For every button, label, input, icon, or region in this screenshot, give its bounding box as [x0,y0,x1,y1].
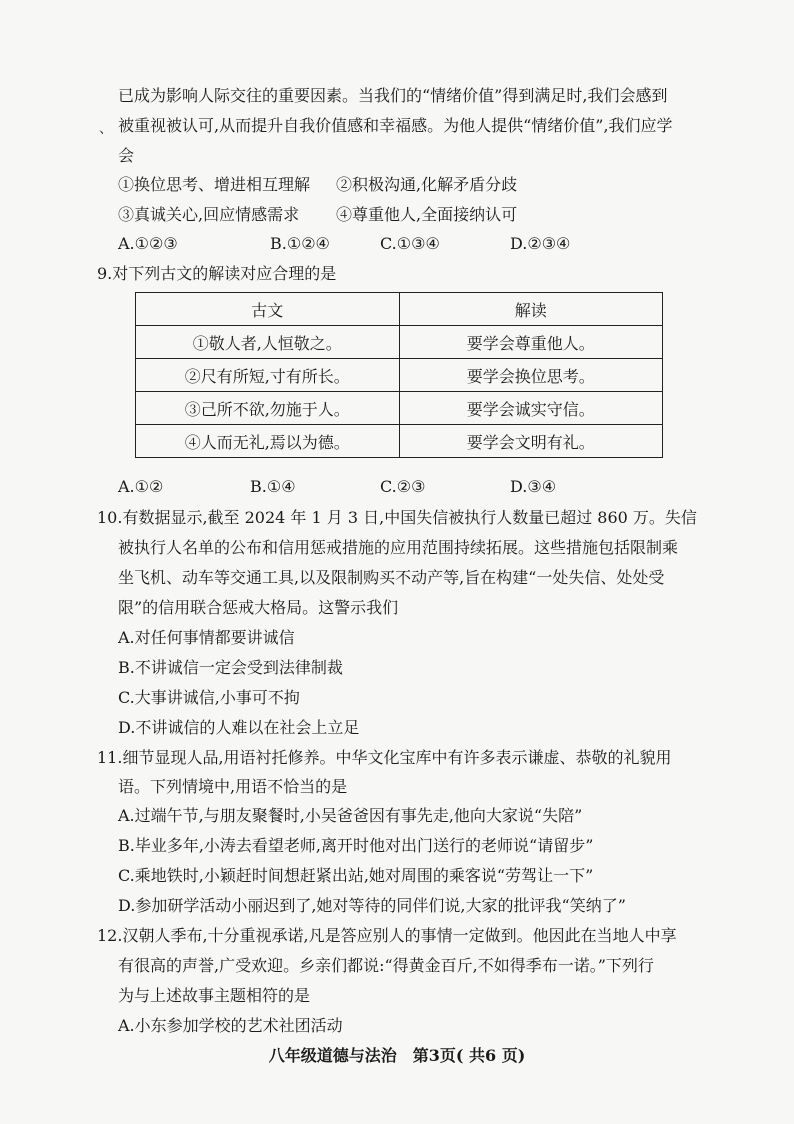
table-row [136,359,663,392]
q10-option-b[interactable]: B.不讲诚信一定会受到法律制裁 [118,658,343,677]
q11-option-b[interactable]: B.毕业多年,小涛去看望老师,离开时他对出门送行的老师说“请留步” [118,836,594,855]
q12-option-a[interactable]: A.小东参加学校的艺术社团活动 [118,1016,343,1035]
table-header-interpretation: 解读 [399,293,663,326]
q11-option-c[interactable]: C.乘地铁时,小颖赶时间想赶紧出站,她对周围的乘客说“劳驾让一下” [118,866,594,885]
q10-stem-line: 10.有数据显示,截至 2024 年 1 月 3 日,中国失信被执行人数量已超过 860 万。失信 [97,508,697,527]
q11-option-d[interactable]: D.参加研学活动小丽迟到了,她对等待的同伴们说,大家的批评我“笑纳了” [118,896,626,915]
interpretation: 要学会诚实守信。 [399,392,663,425]
q10-option-c[interactable]: C.大事讲诚信,小事可不拘 [118,688,300,707]
q9-option-a[interactable]: A.①② [118,477,164,496]
table-row [136,392,663,425]
q8-stem-line: 会 [118,146,135,165]
q8-item-4: ④尊重他人,全面接纳认可 [336,205,518,224]
q9-stem: 9.对下列古文的解读对应合理的是 [97,264,337,283]
ancient-text: ②尺有所短,寸有所长。 [136,359,400,392]
ancient-text: ③己所不欲,勿施于人。 [136,392,400,425]
q10-stem-line: 限”的信用联合惩戒大格局。这警示我们 [118,598,399,617]
q9-option-b[interactable]: B.①④ [250,477,296,496]
q10-stem-line: 被执行人名单的公布和信用惩戒措施的应用范围持续拓展。这些措施包括限制乘 [118,538,679,557]
table-row [136,425,663,458]
q10-option-d[interactable]: D.不讲诚信的人难以在社会上立足 [118,718,360,737]
q12-stem-line: 12.汉朝人季布,十分重视承诺,凡是答应别人的事情一定做到。他因此在当地人中享 [97,926,677,945]
q8-item-3: ③真诚关心,回应情感需求 [118,205,300,224]
ancient-text: ①敬人者,人恒敬之。 [136,326,400,359]
q12-stem-line: 为与上述故事主题相符的是 [118,986,311,1005]
q9-option-c[interactable]: C.②③ [380,477,426,496]
table-header-ancient: 古文 [136,293,400,326]
q11-option-a[interactable]: A.过端午节,与朋友聚餐时,小吴爸爸因有事先走,他向大家说“失陪” [118,806,583,825]
interpretation: 要学会换位思考。 [399,359,663,392]
q8-stem-line: 被重视被认可,从而提升自我价值感和幸福感。为他人提供“情绪价值”,我们应学 [118,116,673,135]
q11-stem-line: 11.细节显现人品,用语衬托修养。中华文化宝库中有许多表示谦虚、恭敬的礼貌用 [97,748,672,767]
interpretation: 要学会文明有礼。 [399,425,663,458]
q8-option-b[interactable]: B.①②④ [270,234,330,253]
q9-table [135,292,663,458]
q10-option-a[interactable]: A.对任何事情都要讲诚信 [118,628,295,647]
q9-option-d[interactable]: D.③④ [510,477,557,496]
q11-stem-line: 语。下列情境中,用语不恰当的是 [118,777,348,796]
interpretation: 要学会尊重他人。 [399,326,663,359]
q8-item-2: ②积极沟通,化解矛盾分歧 [336,175,518,194]
q8-option-a[interactable]: A.①②③ [118,234,178,253]
table-row [136,326,663,359]
q8-option-d[interactable]: D.②③④ [510,234,571,253]
q12-stem-line: 有很高的声誉,广受欢迎。乡亲们都说:“得黄金百斤,不如得季布一诺。”下列行 [118,956,654,975]
q10-stem-line: 坐飞机、动车等交通工具,以及限制购买不动产等,旨在构建“一处失信、处处受 [118,568,665,587]
ancient-text: ④人而无礼,焉以为德。 [136,425,400,458]
scan-mark: 、 [99,121,113,137]
q8-stem-line: 已成为影响人际交往的重要因素。当我们的“情绪价值”得到满足时,我们会感到 [118,86,668,105]
q8-item-1: ①换位思考、增进相互理解 [118,175,311,194]
page-footer: 八年级道德与法治 第3页( 共6 页) [268,1046,526,1065]
q8-option-c[interactable]: C.①③④ [380,234,440,253]
